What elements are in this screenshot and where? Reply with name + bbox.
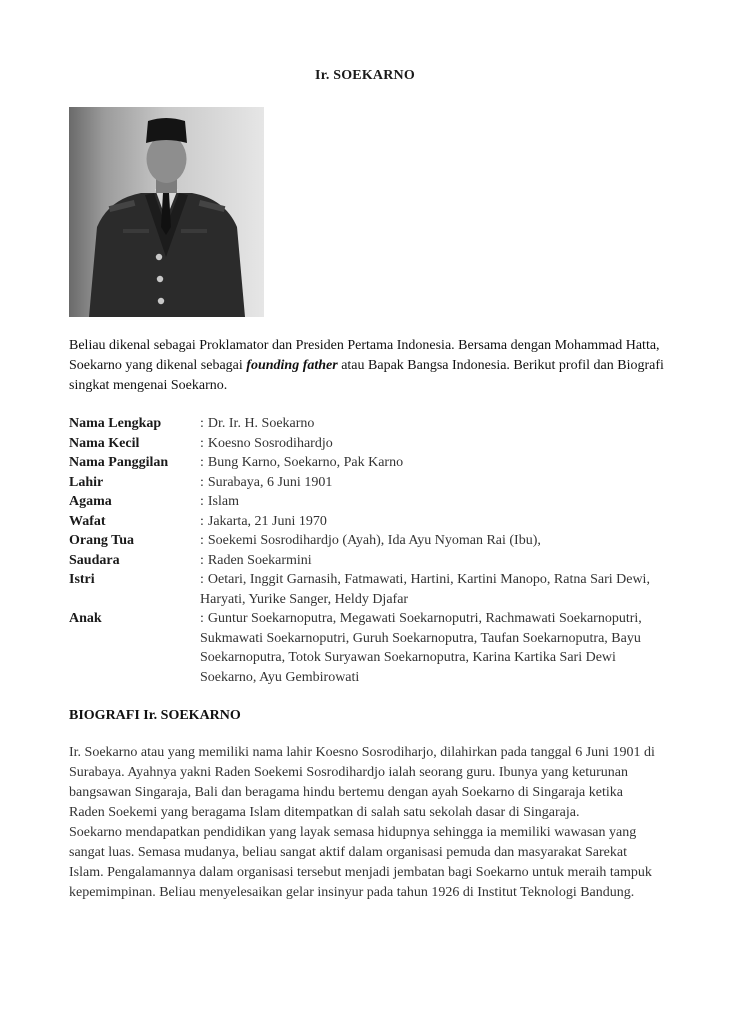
- profile-value: : Islam: [200, 494, 239, 509]
- profile-value-text: Bung Karno, Soekarno, Pak Karno: [207, 455, 404, 470]
- profile-value-text: Guntur Soekarnoputra, Megawati Soekarnoputri, Rachmawati Soekarnoputri, Sukmawati Soekarnoputri, Guruh Soekarnoputra, Taufan Soekarnoputra, Bayu Soekarnoputra, Totok Suryawan Soekarnoputra, Karina Kartika Sari Dewi Soekarno, Ayu Gembirowati: [200, 611, 642, 685]
- profile-value-text: Dr. Ir. H. Soekarno: [207, 416, 315, 431]
- profile-label: Istri: [69, 572, 95, 587]
- profile-row: [69, 609, 669, 687]
- profile-value-text: Jakarta, 21 Juni 1970: [207, 513, 327, 529]
- intro-text-end: atau Bapak Bangsa Indonesia. Berikut profil dan Biografi singkat mengenai Soekarno.: [69, 358, 664, 393]
- profile-value-text: Surabaya, 6 Juni 1901: [207, 474, 333, 490]
- biography-body: [69, 743, 659, 903]
- profile-value: : Soekemi Sosrodihardjo (Ayah), Ida Ayu Nyoman Rai (Ibu),: [200, 533, 541, 548]
- intro-text-start: Beliau dikenal sebagai Proklamator dan Presiden Pertama Indonesia. Bersama dengan Mohammad Hatta, Soekarno yang dikenal sebagai: [69, 338, 660, 373]
- profile-label: Nama Panggilan: [69, 455, 169, 470]
- profile-value: : Raden Soekarmini: [200, 552, 312, 568]
- profile-row: [69, 492, 669, 512]
- profile-row: [69, 473, 669, 493]
- profile-value: : Surabaya, 6 Juni 1901: [200, 474, 333, 490]
- profile-label: Saudara: [69, 552, 120, 568]
- profile-value: : Bung Karno, Soekarno, Pak Karno: [200, 455, 404, 470]
- biography-heading: BIOGRAFI Ir. SOEKARNO: [69, 708, 241, 723]
- profile-label: Lahir: [69, 474, 104, 490]
- profile-value-text: Islam: [207, 494, 239, 509]
- portrait-figure-icon: [69, 107, 264, 317]
- profile-label: Orang Tua: [69, 533, 134, 548]
- profile-value: : Guntur Soekarnoputra, Megawati Soekarnoputri, Rachmawati Soekarnoputri, Sukmawati Soekarnoputri, Guruh Soekarnoputra, Taufan Soekarnoputra, Bayu Soekarnoputra, Totok Suryawan Soekarnoputra, Karina Kartika Sari Dewi Soekarno, Ayu Gembirowati: [200, 611, 642, 685]
- portrait-photo: [69, 107, 264, 317]
- profile-value: : Dr. Ir. H. Soekarno: [200, 416, 315, 431]
- profile-label: Nama Lengkap: [69, 416, 162, 431]
- profile-label: Nama Kecil: [69, 435, 140, 451]
- profile-label: Wafat: [69, 513, 106, 529]
- profile-row: [69, 512, 669, 532]
- profile-row: [69, 453, 669, 473]
- profile-value-text: Koesno Sosrodihardjo: [207, 435, 333, 451]
- profile-value: : Oetari, Inggit Garnasih, Fatmawati, Hartini, Kartini Manopo, Ratna Sari Dewi, Haryati, Yurike Sanger, Heldy Djafar: [200, 572, 650, 607]
- profile-label: Agama: [69, 494, 112, 509]
- biography-paragraph: Ir. Soekarno atau yang memiliki nama lahir Koesno Sosrodiharjo, dilahirkan pada tanggal 6 Juni 1901 di Surabaya. Ayahnya yakni Raden Soekemi Sosrodihardjo ialah seorang guru. Ibunya yang keturunan bangsawan Singaraja, Bali dan beragama hindu bertemu dengan ayah Soekarno di Singaraja ketika Raden Soekemi yang beragama Islam ditempatkan di salah satu sekolah dasar di Singaraja.: [69, 745, 655, 820]
- profile-value-text: Oetari, Inggit Garnasih, Fatmawati, Hartini, Kartini Manopo, Ratna Sari Dewi, Haryati, Yurike Sanger, Heldy Djafar: [200, 572, 650, 607]
- profile-label: Anak: [69, 611, 102, 626]
- profile-row: [69, 531, 669, 551]
- profile-list: [69, 414, 669, 687]
- profile-value: : Koesno Sosrodihardjo: [200, 435, 333, 451]
- profile-row: [69, 414, 669, 434]
- profile-row: [69, 570, 669, 609]
- profile-value: : Jakarta, 21 Juni 1970: [200, 513, 327, 529]
- profile-value-text: Soekemi Sosrodihardjo (Ayah), Ida Ayu Nyoman Rai (Ibu),: [207, 533, 541, 548]
- profile-row: [69, 434, 669, 454]
- profile-row: [69, 551, 669, 571]
- document-title: Ir. SOEKARNO: [315, 68, 415, 83]
- intro-emphasis: founding father: [246, 358, 338, 373]
- biography-paragraph: Soekarno mendapatkan pendidikan yang layak semasa hidupnya sehingga ia memiliki wawasan yang sangat luas. Semasa mudanya, beliau sangat aktif dalam organisasi pemuda dan masyarakat Sarekat Islam. Pengalamannya dalam organisasi tersebut menjadi jembatan bagi Soekarno untuk meraih tampuk kepemimpinan. Beliau menyelesaikan gelar insinyur pada tahun 1926 di Institut Teknologi Bandung.: [69, 825, 652, 900]
- profile-value-text: Raden Soekarmini: [207, 552, 312, 568]
- intro-paragraph: [69, 336, 669, 396]
